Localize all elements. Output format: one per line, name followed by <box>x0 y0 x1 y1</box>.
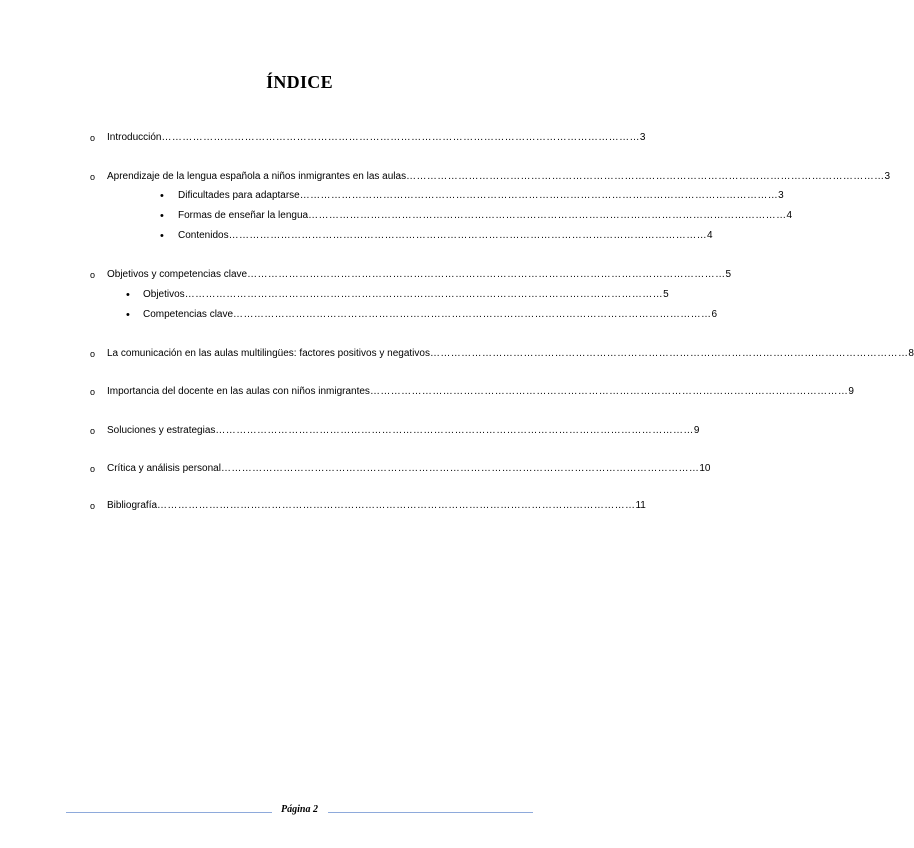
toc-entry-label: Crítica y análisis personal <box>107 463 221 474</box>
dot-leader: ………………………………………………………………………………………………………………………… <box>406 171 885 182</box>
dot-leader: ………………………………………………………………………………………………………………………… <box>233 309 712 320</box>
toc-entry-comunicacion[interactable] <box>107 347 914 361</box>
toc-entry-label: Bibliografía <box>107 500 158 511</box>
circle-bullet-icon: o <box>90 464 96 474</box>
dot-leader: ………………………………………………………………………………………………………………………… <box>247 269 726 280</box>
dot-leader: ………………………………………………………………………………………………………………………… <box>228 230 707 241</box>
toc-entry-label: Objetivos <box>143 289 185 300</box>
dot-leader: ………………………………………………………………………………………………………………………… <box>220 463 700 474</box>
toc-entry-label: Contenidos <box>178 230 229 241</box>
toc-subentry-competencias[interactable] <box>143 308 718 322</box>
toc-entry-critica[interactable] <box>107 462 711 476</box>
toc-entry-label: Formas de enseñar la lengua <box>178 210 309 221</box>
dot-leader: ………………………………………………………………………………………………………………………… <box>215 425 694 436</box>
toc-entry-label: Dificultades para adaptarse <box>178 190 300 201</box>
toc-entry-label: Aprendizaje de la lengua española a niños inmigrantes en las aulas <box>107 171 407 182</box>
dot-leader: ………………………………………………………………………………………………………………………… <box>157 500 636 511</box>
toc-page-number: 3 <box>778 190 784 201</box>
toc-entry-soluciones[interactable] <box>107 424 700 438</box>
toc-entry-label: Competencias clave <box>143 309 234 320</box>
toc-page-number: 4 <box>786 210 793 221</box>
dot-leader: ………………………………………………………………………………………………………………………… <box>299 190 779 201</box>
toc-entry-introduccion[interactable] <box>107 131 646 145</box>
toc-entry-bibliografia[interactable] <box>107 499 646 513</box>
toc-page-number: 6 <box>711 309 718 320</box>
circle-bullet-icon: o <box>90 387 96 397</box>
disc-bullet-icon: • <box>160 210 164 222</box>
toc-page-number: 3 <box>639 132 646 143</box>
dot-leader: ………………………………………………………………………………………………………………………… <box>429 348 909 359</box>
toc-entry-importancia-docente[interactable] <box>107 385 854 399</box>
dot-leader: ………………………………………………………………………………………………………………………… <box>161 132 640 143</box>
disc-bullet-icon: • <box>126 309 130 321</box>
toc-page-number: 5 <box>725 269 732 280</box>
toc-entry-label: Introducción <box>107 132 162 143</box>
toc-subentry-formas[interactable] <box>178 209 793 223</box>
toc-subentry-dificultades[interactable] <box>178 189 784 203</box>
disc-bullet-icon: • <box>160 190 164 202</box>
disc-bullet-icon: • <box>126 289 130 301</box>
toc-page-number: 3 <box>884 171 891 182</box>
toc-entry-objetivos-competencias[interactable] <box>107 268 732 282</box>
toc-subentry-contenidos[interactable] <box>178 229 713 243</box>
toc-subentry-objetivos[interactable] <box>143 288 669 302</box>
toc-entry-label: Soluciones y estrategias <box>107 425 216 436</box>
circle-bullet-icon: o <box>90 270 96 280</box>
toc-page-number: 5 <box>663 289 669 300</box>
toc-entry-label: La comunicación en las aulas multilingües: factores positivos y negativos <box>107 348 430 359</box>
toc-page-number: 8 <box>908 348 914 359</box>
toc-page-number: 10 <box>699 463 711 474</box>
toc-page-number: 9 <box>693 425 700 436</box>
circle-bullet-icon: o <box>90 172 96 182</box>
toc-entry-label: Objetivos y competencias clave <box>107 269 248 280</box>
page-title: ÍNDICE <box>266 72 333 92</box>
circle-bullet-icon: o <box>90 349 96 359</box>
footer-rule-right <box>328 812 533 813</box>
disc-bullet-icon: • <box>160 230 164 242</box>
toc-page-number: 4 <box>707 230 713 241</box>
dot-leader: ………………………………………………………………………………………………………………………… <box>184 289 664 300</box>
dot-leader: ………………………………………………………………………………………………………………………… <box>308 210 787 221</box>
toc-entry-label: Importancia del docente en las aulas con niños inmigrantes <box>107 386 370 397</box>
circle-bullet-icon: o <box>90 501 96 511</box>
footer-page-label: Página 2 <box>281 804 318 815</box>
circle-bullet-icon: o <box>90 426 96 436</box>
toc-page-number: 11 <box>635 500 646 511</box>
toc-page-number: 9 <box>848 386 854 397</box>
circle-bullet-icon: o <box>90 133 96 143</box>
dot-leader: ………………………………………………………………………………………………………………………… <box>369 386 849 397</box>
toc-entry-aprendizaje[interactable] <box>107 170 891 184</box>
